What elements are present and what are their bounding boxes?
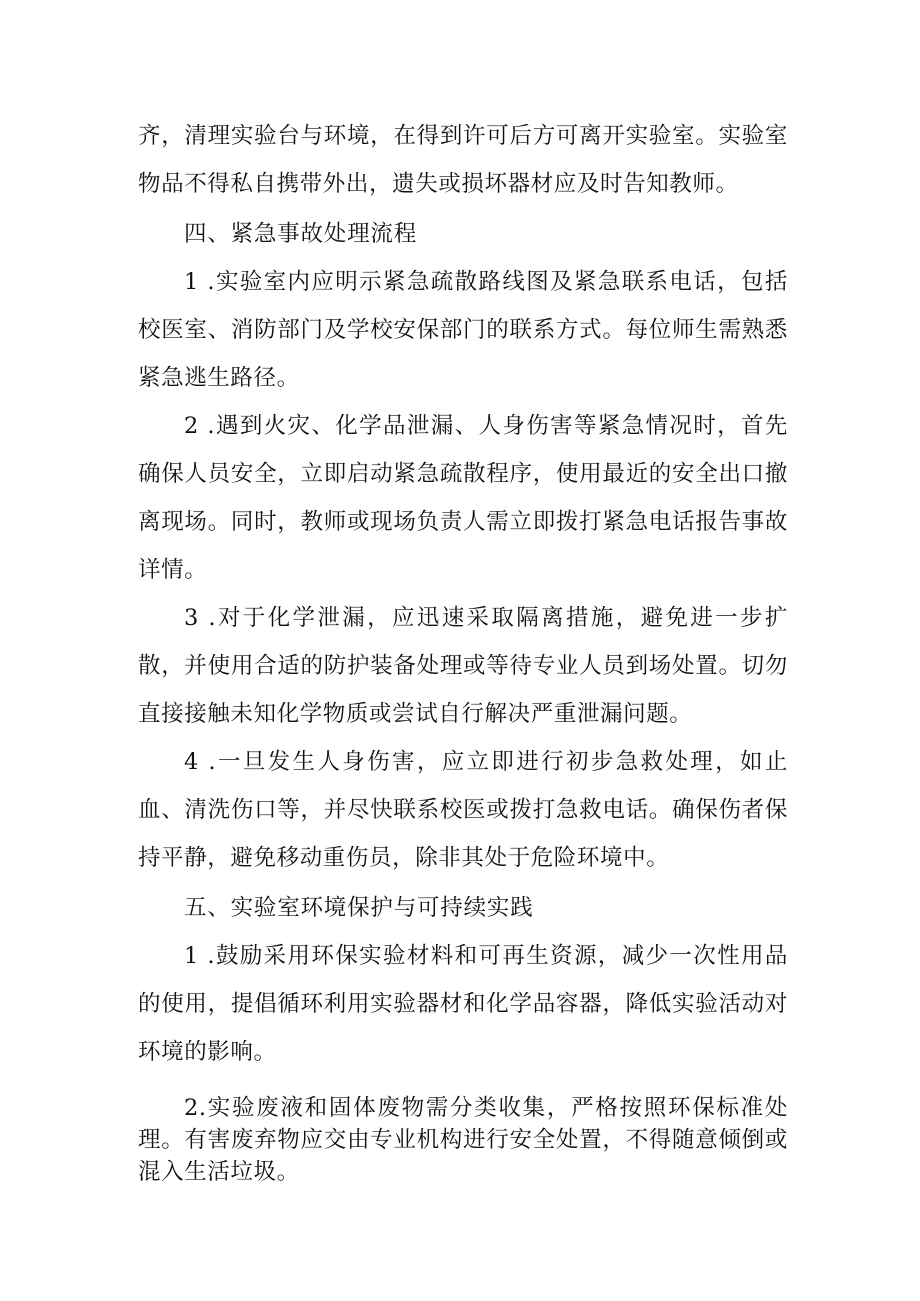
section-4-item-3: 3 .对于化学泄漏，应迅速采取隔离措施，避免进一步扩散，并使用合适的防护装备处理或等待专业人员到场处置。切勿直接接触未知化学物质或尝试自行解决严重泄漏问题。 [138,605,788,727]
section-5-item-1: 1 .鼓励采用环保实验材料和可再生资源，减少一次性用品的使用，提倡循环利用实验器材和化学品容器，降低实验活动对环境的影响。 [138,943,788,1065]
section-4-item-2: 2 .遇到火灾、化学品泄漏、人身伤害等紧急情况时，首先确保人员安全，立即启动紧急疏散程序，使用最近的安全出口撤离现场。同时，教师或现场负责人需立即拨打紧急电话报告事故详情。 [138,413,788,583]
section-4-item-1: 1 .实验室内应明示紧急疏散路线图及紧急联系电话，包括校医室、消防部门及学校安保部门的联系方式。每位师生需熟悉紧急逃生路径。 [138,269,788,391]
section-4-heading: 四、紧急事故处理流程 [184,221,418,247]
section-5-item-2: 2.实验废液和固体废物需分类收集，严格按照环保标准处理。有害废弃物应交由专业机构进行安全处置，不得随意倾倒或混入生活垃圾。 [138,1095,788,1185]
intro-paragraph: 齐，清理实验台与环境，在得到许可后方可离开实验室。实验室物品不得私自携带外出，遗失或损坏器材应及时告知教师。 [138,123,788,197]
section-4-item-4: 4 .一旦发生人身伤害，应立即进行初步急救处理，如止血、清洗伤口等，并尽快联系校医或拨打急救电话。确保伤者保持平静，避免移动重伤员，除非其处于危险环境中。 [138,749,788,871]
section-5-heading: 五、实验室环境保护与可持续实践 [184,895,534,921]
